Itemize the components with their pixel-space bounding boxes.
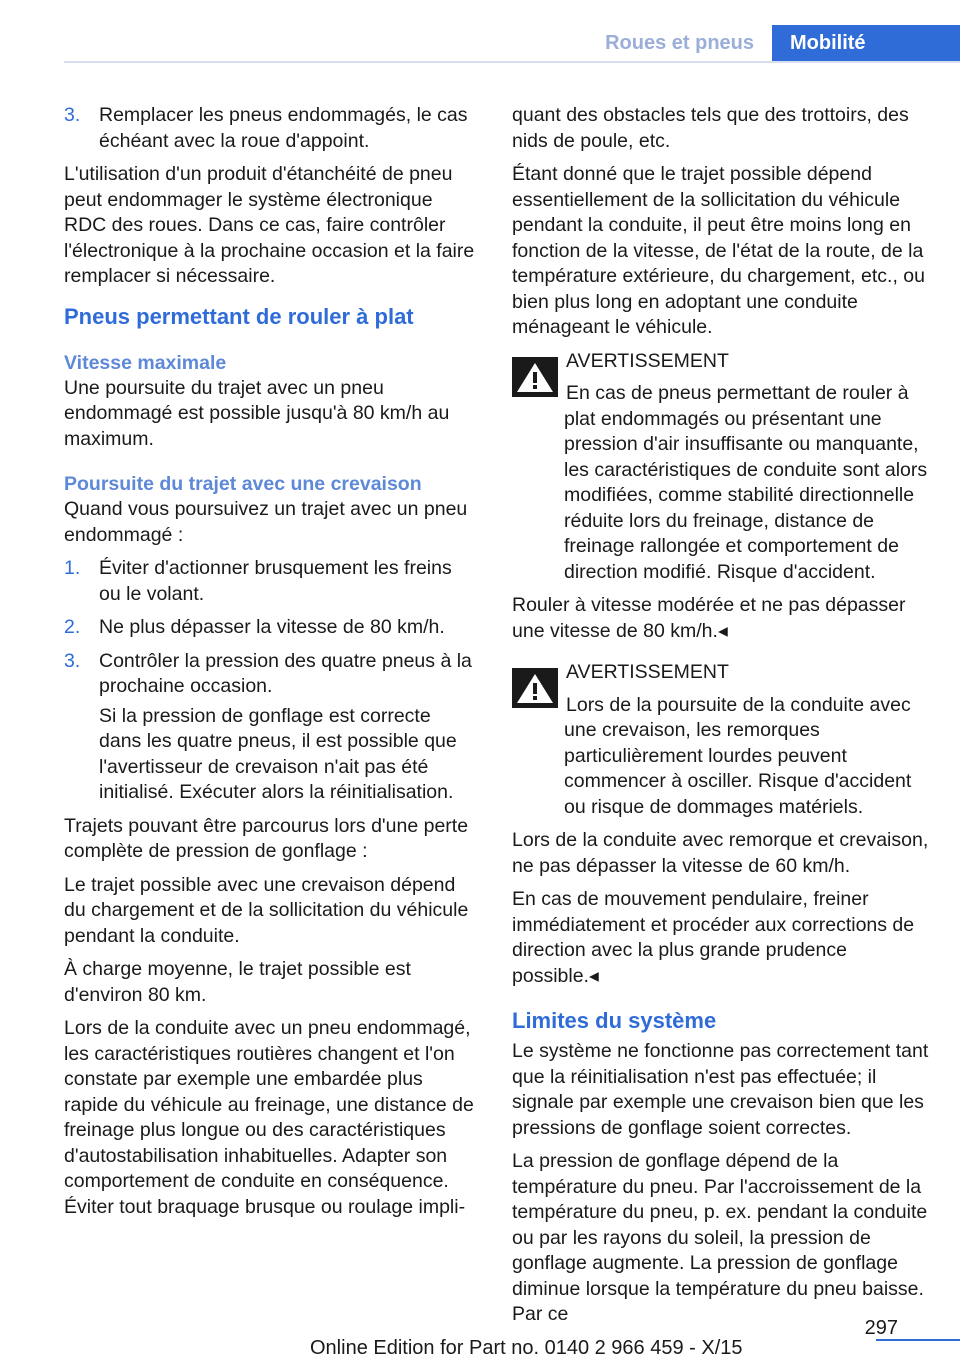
list-number: 3. <box>64 104 81 126</box>
paragraph-range: Étant donné que le trajet possible dépend essentiellement de la sollicitation du véhicule pendant la conduite, il peut être moins long en fonction de la vitesse, de l'état de la route, de la température extérieure, du chargement, etc., ou bien plus long en adoptant une conduite ménageant le véhicule. <box>512 163 925 338</box>
paragraph-trailer: Lors de la conduite avec remorque et crevaison, ne pas dépasser la vitesse de 60 km/h. <box>512 829 929 877</box>
list-number: 2. <box>64 616 81 638</box>
paragraph-obstacles: quant des obstacles tels que des trottoirs, des nids de poule, etc. <box>512 104 909 152</box>
paragraph-temperature: La pression de gonflage dépend de la température du pneu. Par l'accroissement de la température du pneu, p. ex. pendant la conduite ou par les rayons du soleil, la pression de gonflage augmente. La pression de gonflage diminue lorsque la température du pneu baisse. Par ce <box>512 1150 928 1325</box>
warning-text: Lors de la poursuite de la conduite avec une crevaison, les remorques particulièrement lourdes peuvent commencer à osciller. Risque d'accident ou risque de dommages matériels. <box>564 693 912 818</box>
paragraph-possible: Le trajet possible avec une crevaison dépend du chargement et de la sollicitation du véhicule pendant la conduite. <box>64 873 469 947</box>
warning-box <box>512 349 930 586</box>
list-text: Contrôler la pression des quatre pneus à la prochaine occasion. <box>99 649 472 697</box>
paragraph-average: À charge moyenne, le trajet possible est d'environ 80 km. <box>64 958 411 1006</box>
paragraph-handling: Lors de la conduite avec un pneu endommagé, les caractéristiques routières changent et l'on constate par exemple une embardée plus rapide du véhicule au freinage, une distance de freinage plus longue ou des caractéristiques d'autostabilisation inhabituelles. Adapter son comportement de conduite en conséquence. Éviter tout braquage brusque ou roulage impli- <box>64 1017 474 1218</box>
subheading-max-speed: Vitesse maximale <box>64 351 227 374</box>
footer-rule <box>876 1339 960 1341</box>
section-tab: Roues et pneus <box>587 25 772 62</box>
list-item <box>64 615 478 641</box>
list-text: Éviter d'actionner brusquement les freins ou le volant. <box>99 557 452 605</box>
paragraph-max-speed: Une poursuite du trajet avec un pneu endommagé est possible jusqu'à 80 km/h au maximum. <box>64 376 450 450</box>
list-item <box>64 649 478 806</box>
chapter-tab: Mobilité <box>772 25 960 62</box>
list-subtext: Si la pression de gonflage est correcte dans les quatre pneus, il est possible que l'avertisseur de crevaison n'ait pas été initialisé. Exécuter alors la réinitialisation. <box>99 704 457 803</box>
paragraph-distances: Trajets pouvant être parcourus lors d'une perte complète de pression de gonflage : <box>64 814 469 862</box>
page-number: 297 <box>864 1317 898 1339</box>
right-column <box>512 103 930 1336</box>
header-tabs <box>587 25 960 62</box>
header-rule <box>64 61 960 63</box>
list-text: Ne plus dépasser la vitesse de 80 km/h. <box>99 616 445 638</box>
left-column <box>64 103 478 1228</box>
list-number: 1. <box>64 557 81 579</box>
warning-icon <box>512 668 558 708</box>
warning-action: Rouler à vitesse modérée et ne pas dépasser une vitesse de 80 km/h.◂ <box>512 594 906 642</box>
paragraph-continue: Quand vous poursuivez un trajet avec un pneu endommagé : <box>64 498 468 546</box>
warning-icon <box>512 357 558 397</box>
list-number: 3. <box>64 649 81 672</box>
footer-edition: Online Edition for Part no. 0140 2 966 459 - X/15 <box>310 1337 743 1359</box>
warning-title: AVERTISSEMENT <box>566 349 729 372</box>
subheading-continue: Poursuite du trajet avec une crevaison <box>64 473 422 495</box>
section-heading-limits: Limites du système <box>512 1008 717 1033</box>
steps-list <box>64 556 478 806</box>
section-heading-runflat: Pneus permettant de rouler à plat <box>64 303 414 329</box>
paragraph-limits: Le système ne fonctionne pas correctement tant que la réinitialisation n'est pas effectuée; il signale par exemple une crevaison bien que les pressions de gonflage soient correctes. <box>512 1040 929 1139</box>
list-text: Remplacer les pneus endommagés, le cas échéant avec la roue d'appoint. <box>99 104 468 152</box>
warning-text: En cas de pneus permettant de rouler à plat endommagés ou présentant une pression d'air insuffisante ou manquante, les caractéristiques de conduite sont alors modifiées, comme stabilité directionnelle réduite lors du freinage, distance de freinage rallongée et comportement de direction modifié. Risque d'accident. <box>564 382 928 583</box>
warning-title: AVERTISSEMENT <box>566 661 729 683</box>
list-item <box>64 103 478 154</box>
warning-box <box>512 660 930 820</box>
paragraph-rdc: L'utilisation d'un produit d'étanchéité de pneu peut endommager le système électronique RDC des roues. Dans ce cas, faire contrôler l'électronique à la prochaine occasion et la faire remplacer si nécessaire. <box>64 163 475 287</box>
paragraph-pendulum: En cas de mouvement pendulaire, freiner immédiatement et procéder aux corrections de direction avec la plus grande prudence possible.◂ <box>512 888 915 987</box>
list-item <box>64 556 478 607</box>
